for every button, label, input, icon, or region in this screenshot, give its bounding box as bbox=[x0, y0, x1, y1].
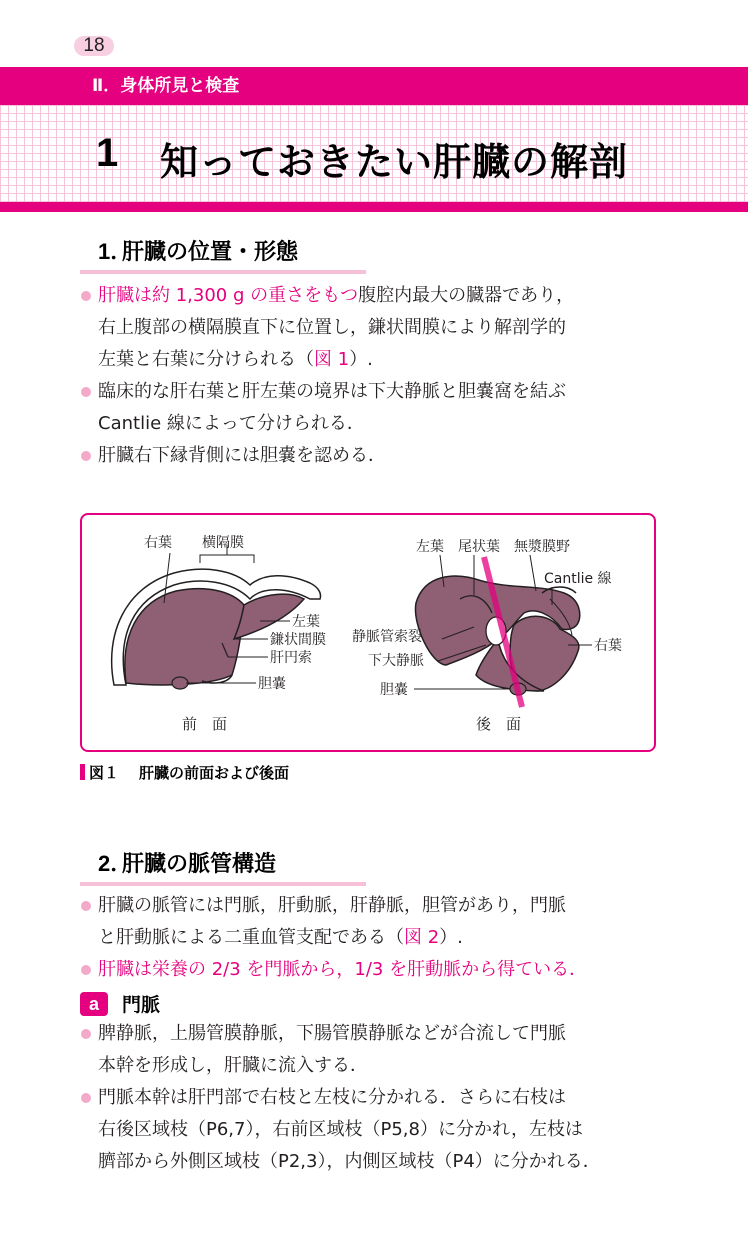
chapter-header: Ⅱ．身体所見と検査 bbox=[0, 67, 748, 105]
front-view bbox=[112, 534, 326, 733]
page-number: 18 bbox=[74, 36, 114, 56]
subsection-portal-vein bbox=[80, 990, 160, 1016]
back-view bbox=[352, 538, 622, 733]
figure-caption-text: 肝臓の前面および後面 bbox=[139, 764, 290, 782]
title-rule bbox=[0, 202, 748, 212]
section-1-title: 肝臓の位置・形態 bbox=[122, 240, 299, 265]
figure-label: 図１ bbox=[89, 764, 120, 782]
text: 左葉と右葉に分けられる（ bbox=[98, 349, 314, 370]
label-gallbladder: 胆嚢 bbox=[258, 676, 286, 692]
title-band bbox=[0, 105, 748, 202]
front-caption: 前 面 bbox=[182, 715, 228, 733]
highlight-text: 肝臓は栄養の 2/3 を門脈から，1/3 を肝動脈から得ている． bbox=[98, 959, 588, 980]
text: 右上腹部の横隔膜直下に位置し，鎌状間膜により解剖学的 bbox=[98, 317, 566, 338]
section-1-bullets bbox=[80, 280, 680, 472]
section-2-title: 肝臓の脈管構造 bbox=[122, 852, 277, 877]
bullet-liver-weight bbox=[80, 280, 680, 376]
label-right-lobe-back: 右葉 bbox=[594, 638, 622, 654]
diaphragm-bracket bbox=[200, 555, 254, 563]
figure-ref-link[interactable]: 図 1 bbox=[314, 349, 350, 370]
highlight-text: 肝臓は約 1,300 g の重さをもつ bbox=[98, 285, 359, 306]
section-1-heading bbox=[80, 234, 366, 274]
section-2-heading bbox=[80, 846, 366, 886]
portal-vein-bullets bbox=[80, 1018, 680, 1178]
label-caudate: 尾状葉 bbox=[458, 539, 500, 555]
subsection-badge: a bbox=[80, 992, 108, 1016]
text: 腹腔内最大の臓器であり， bbox=[358, 285, 575, 306]
subsection-title: 門脈 bbox=[122, 994, 161, 1016]
text: Cantlie 線によって分けられる． bbox=[98, 413, 365, 434]
text: ）. bbox=[349, 349, 373, 370]
label-cantlie: Cantlie 線 bbox=[544, 571, 612, 587]
figure-2-ref-link[interactable]: 図 2 bbox=[404, 927, 440, 948]
figure-1 bbox=[80, 513, 656, 752]
bullet-vessels bbox=[80, 890, 680, 954]
label-falciform: 鎌状間膜 bbox=[270, 632, 326, 648]
label-right-lobe: 右葉 bbox=[144, 535, 172, 551]
section-2-number: 2． bbox=[98, 851, 133, 876]
bullet-blood-supply bbox=[80, 954, 680, 986]
leader bbox=[530, 555, 536, 591]
bullet-portal-branches bbox=[80, 1082, 680, 1178]
text: 門脈本幹は肝門部で右枝と左枝に分かれる．さらに右枝は bbox=[98, 1087, 566, 1108]
label-venous-fissure: 静脈管索裂 bbox=[352, 629, 422, 645]
bullet-gallbladder bbox=[80, 440, 680, 472]
label-diaphragm: 横隔膜 bbox=[202, 535, 244, 551]
figure-1-caption bbox=[80, 762, 289, 783]
text: 肝臓右下縁背側には胆嚢を認める． bbox=[98, 445, 386, 466]
text: 肝臓の脈管には門脈，肝動脈，肝静脈，胆管があり，門脈 bbox=[98, 895, 566, 916]
section-2-bullets bbox=[80, 890, 680, 986]
bullet-cantlie-line bbox=[80, 376, 680, 440]
liver-illustration bbox=[82, 515, 658, 754]
text: 臨床的な肝右葉と肝左葉の境界は下大静脈と胆嚢窩を結ぶ bbox=[98, 381, 566, 402]
title-number: 1 bbox=[96, 131, 119, 175]
gallbladder-front bbox=[172, 677, 188, 689]
label-gallbladder-back: 胆嚢 bbox=[380, 682, 408, 698]
text: ）. bbox=[439, 927, 463, 948]
text: 脾静脈，上腸管膜静脈，下腸管膜静脈などが合流して門脈 bbox=[98, 1023, 566, 1044]
text: 本幹を形成し，肝臓に流入する． bbox=[98, 1055, 368, 1076]
label-left-lobe-back: 左葉 bbox=[416, 539, 444, 555]
text: 右後区域枝（P6,7），右前区域枝（P5,8）に分かれ，左枝は bbox=[98, 1119, 584, 1140]
page-title: 知っておきたい肝臓の解剖 bbox=[160, 140, 629, 184]
bullet-portal-formation bbox=[80, 1018, 680, 1082]
back-caption: 後 面 bbox=[476, 715, 522, 733]
label-ivc: 下大静脈 bbox=[368, 653, 424, 669]
text: と肝動脈による二重血管支配である（ bbox=[98, 927, 404, 948]
label-bare-area: 無漿膜野 bbox=[514, 539, 570, 555]
section-1-number: 1． bbox=[98, 239, 133, 264]
text: 臍部から外側区域枝（P2,3），内側区域枝（P4）に分かれる． bbox=[98, 1151, 601, 1172]
caption-marker bbox=[80, 764, 85, 780]
label-left-lobe: 左葉 bbox=[292, 614, 320, 630]
label-round-ligament: 肝円索 bbox=[270, 650, 312, 666]
